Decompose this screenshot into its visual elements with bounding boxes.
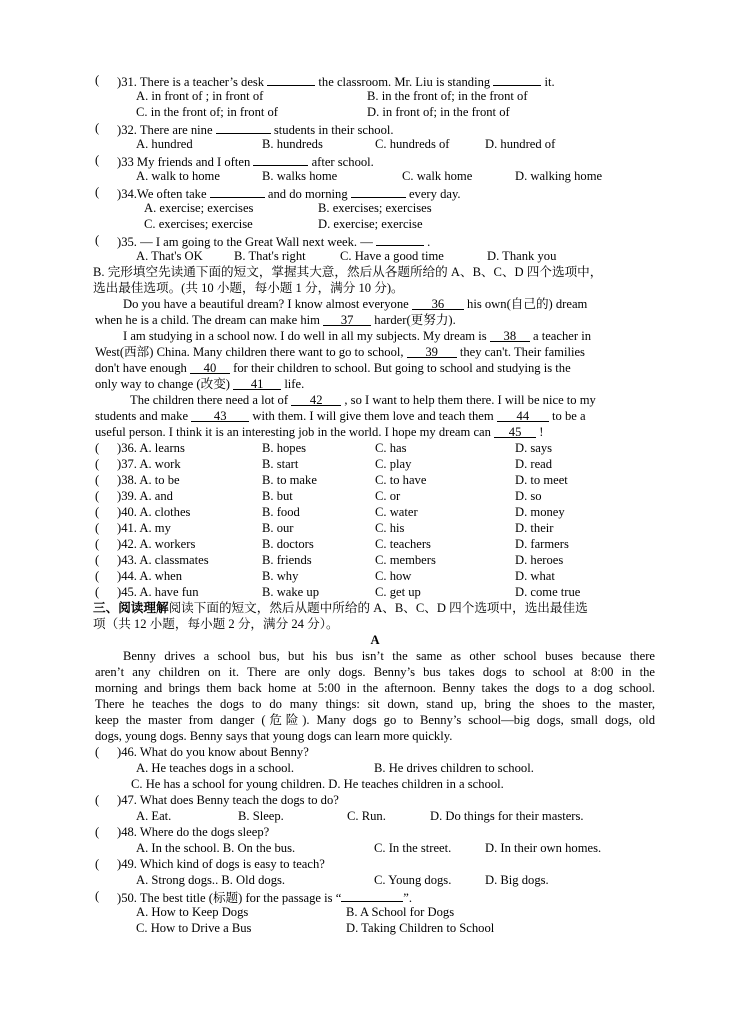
question-stem: after school. (311, 155, 374, 169)
blank-44[interactable]: 44 (497, 408, 549, 422)
option[interactable]: D. Do things for their masters. (430, 809, 584, 823)
cloze-heading: 选出最佳选项。(共 10 小题，每小题 1 分，满分 10 分)。 (93, 281, 404, 295)
reading-question (95, 824, 655, 840)
option[interactable]: A. That's OK (136, 249, 203, 263)
question-31 (95, 72, 655, 88)
option[interactable]: B. wake up (262, 585, 320, 599)
question-stem: )34.We often take (117, 187, 207, 201)
reading-question: ( )50. The best title (标题) for the passage is “ ”. (95, 889, 413, 905)
option[interactable]: C. water (375, 505, 418, 519)
question-stem: students in their school. (273, 123, 394, 137)
question-stem: )49. Which kind of dogs is easy to teach? (117, 857, 325, 871)
option[interactable]: B. friends (262, 553, 312, 567)
option[interactable]: B. He drives children to school. (374, 761, 534, 775)
option[interactable]: A. In the school. B. On the bus. (136, 841, 296, 855)
option[interactable]: C. in the front of; in front of (136, 105, 279, 119)
answer-paren[interactable]: ( (95, 825, 100, 839)
passage-line: There he teaches the dogs to do many things: sit down, stand up, bring the shoes to the master, (95, 697, 655, 711)
blank[interactable] (351, 184, 406, 198)
reading-questions (95, 744, 655, 936)
option[interactable]: )45. A. have fun (117, 585, 199, 599)
cloze-option-row (95, 568, 655, 584)
passage-line: when he is a child. The dream can make him 37 harder(更努力). (95, 313, 456, 327)
option[interactable]: )37. A. work (117, 457, 181, 471)
option[interactable]: D. farmers (515, 537, 569, 551)
option[interactable]: )42. A. workers (117, 537, 196, 551)
question-stem: )35. — I am going to the Great Wall next week. — (117, 235, 373, 249)
option[interactable]: C. Young dogs. (374, 873, 452, 887)
blank-41[interactable]: 41 (233, 376, 281, 390)
passage-line: West(西部) China. Many children there want to go to school, 39 they can't. Their families (95, 345, 585, 359)
blank-43[interactable]: 43 (191, 408, 249, 422)
answer-paren[interactable]: ( (95, 153, 100, 167)
option[interactable]: D. to meet (515, 473, 568, 487)
option[interactable]: )43. A. classmates (117, 553, 209, 567)
passage-line: dogs, young dogs. Benny says that young dogs can learn more quickly. (95, 729, 453, 743)
options-row (95, 200, 655, 216)
option[interactable]: D. in front of; in the front of (367, 105, 510, 119)
option[interactable]: B. hopes (262, 441, 307, 455)
option[interactable]: D. says (515, 441, 553, 455)
blank-38[interactable]: 38 (490, 328, 530, 342)
passage-line: useful person. I think it is an interesting job in the world. I hope my dream can 45 ! (95, 425, 544, 439)
option[interactable]: C. In the street. (374, 841, 452, 855)
cloze-option-row (95, 536, 655, 552)
options-row (95, 168, 655, 184)
answer-paren[interactable]: ( (95, 185, 100, 199)
options-row (95, 760, 655, 776)
option[interactable]: B. food (262, 505, 300, 519)
option[interactable]: B. A School for Dogs (346, 905, 455, 919)
cloze-option-row (95, 472, 655, 488)
reading-question (95, 744, 655, 760)
option[interactable]: C. get up (375, 585, 421, 599)
option[interactable]: )41. A. my (117, 521, 171, 535)
options-row (95, 776, 655, 792)
question-stem: and do morning (267, 187, 348, 201)
passage-line: students and make 43 with them. I will give them love and teach them 44 to be a (95, 409, 586, 423)
option[interactable]: )44. A. when (117, 569, 183, 583)
option[interactable]: A. walk to home (136, 169, 220, 183)
option[interactable]: D. what (515, 569, 555, 583)
option[interactable]: C. has (375, 441, 407, 455)
answer-paren[interactable]: ( (95, 889, 100, 903)
option[interactable]: D. walking home (515, 169, 603, 183)
answer-paren[interactable]: ( (95, 521, 100, 535)
passage-line: Benny drives a school bus, but his bus isn’t the same as other school buses because there (123, 649, 655, 663)
option[interactable]: )36. A. learns (117, 441, 185, 455)
option[interactable]: B. That's right (234, 249, 306, 263)
answer-paren[interactable]: ( (95, 793, 100, 807)
option[interactable]: B. walks home (262, 169, 338, 183)
passage-line: don't have enough 40 for their children to school. But going to school and studying is the (95, 361, 571, 375)
options-row (95, 808, 655, 824)
cloze-option-row (95, 504, 655, 520)
passage-line: only way to change (改变) 41 life. (95, 377, 305, 391)
option[interactable]: B. in the front of; in the front of (367, 89, 528, 103)
passage-line: morning and brings them back home at 5:00 in the afternoon. Benny takes the dogs to a dog school. (95, 681, 655, 695)
options-row (95, 104, 655, 120)
blank-40[interactable]: 40 (190, 360, 230, 374)
option[interactable]: A. He teaches dogs in a school. (136, 761, 295, 775)
question-stem: it. (544, 75, 555, 89)
answer-paren[interactable]: ( (95, 233, 100, 247)
reading-heading: 项（共 12 小题，每小题 2 分，满分 24 分）。 (93, 617, 339, 631)
option[interactable]: C. exercises; exercise (144, 217, 253, 231)
question-stem: )50. The best title (标题) for the passage is “ (117, 891, 342, 905)
exam-page (95, 72, 655, 936)
option[interactable]: D. hundred of (485, 137, 556, 151)
option[interactable]: D. In their own homes. (485, 841, 602, 855)
cloze-option-row (95, 488, 655, 504)
option[interactable]: A. hundred (136, 137, 193, 151)
option[interactable]: C. He has a school for young children. D. He teaches children in a school. (131, 777, 504, 791)
option[interactable]: C. Have a good time (340, 249, 444, 263)
cloze-option-row (95, 456, 655, 472)
blank-42[interactable]: 42 (291, 392, 341, 406)
cloze-option-row (95, 584, 655, 600)
option[interactable]: C. teachers (375, 537, 431, 551)
answer-paren[interactable]: ( (95, 441, 100, 455)
cloze-heading: B. 完形填空先读通下面的短文，掌握其大意，然后从各题所给的 A、B、C、D 四个选项中， (93, 265, 603, 279)
option[interactable]: C. members (375, 553, 436, 567)
option[interactable]: B. doctors (262, 537, 314, 551)
option[interactable]: C. his (375, 521, 405, 535)
options-row (95, 920, 655, 936)
reading-question (95, 856, 655, 872)
option[interactable]: A. Strong dogs.. B. Old dogs. (136, 873, 286, 887)
blank[interactable] (341, 888, 403, 902)
option[interactable]: C. Run. (347, 809, 386, 823)
options-row (95, 904, 655, 920)
question-stem: every day. (408, 187, 461, 201)
option[interactable]: B. start (262, 457, 299, 471)
answer-paren[interactable]: ( (95, 121, 100, 135)
option[interactable]: )40. A. clothes (117, 505, 191, 519)
passage-line: keep the master from danger (危险). Many dogs go to Benny’s school—big dogs, small dogs, old (95, 713, 655, 727)
blank[interactable] (267, 72, 315, 86)
options-row (95, 248, 655, 264)
option[interactable]: D. Taking Children to School (346, 921, 495, 935)
blank[interactable] (253, 152, 308, 166)
option[interactable]: C. hundreds of (375, 137, 450, 151)
answer-paren[interactable]: ( (95, 489, 100, 503)
blank[interactable] (376, 232, 424, 246)
option[interactable]: C. to have (375, 473, 427, 487)
answer-paren[interactable]: ( (95, 745, 100, 759)
answer-paren[interactable]: ( (95, 457, 100, 471)
passage-line: aren’t any children on it. There are only dogs. Benny’s bus takes dogs to school at 8:00 in the (95, 665, 655, 679)
option[interactable]: B. why (262, 569, 299, 583)
options-row (95, 840, 655, 856)
question-stem: . (427, 235, 431, 249)
option[interactable]: C. walk home (402, 169, 473, 183)
option[interactable]: B. hundreds (262, 137, 323, 151)
section-title: A (370, 633, 380, 647)
option[interactable]: B. to make (262, 473, 317, 487)
blank-45[interactable]: 45 (494, 424, 536, 438)
passage-line: I am studying in a school now. I do well in all my subjects. My dream is 38 a teacher in (123, 329, 591, 343)
answer-paren[interactable]: ( (95, 537, 100, 551)
options-row (95, 136, 655, 152)
blank-39[interactable]: 39 (407, 344, 457, 358)
option[interactable]: D. Thank you (487, 249, 557, 263)
blank-36[interactable]: 36 (412, 296, 464, 310)
answer-paren[interactable]: ( (95, 569, 100, 583)
options-row (95, 88, 655, 104)
option[interactable]: A. in front of ; in front of (136, 89, 264, 103)
option[interactable]: B. our (262, 521, 294, 535)
question-stem: )47. What does Benny teach the dogs to do? (117, 793, 339, 807)
cloze-option-row (95, 552, 655, 568)
question-stem: )31. There is a teacher’s desk (117, 75, 265, 89)
option[interactable]: B. Sleep. (238, 809, 284, 823)
option[interactable]: A. How to Keep Dogs (136, 905, 249, 919)
cloze-option-row (95, 440, 655, 456)
option[interactable]: )39. A. and (117, 489, 173, 503)
option[interactable]: A. Eat. (136, 809, 172, 823)
answer-paren[interactable]: ( (95, 505, 100, 519)
question-stem: )48. Where do the dogs sleep? (117, 825, 270, 839)
option[interactable]: D. exercise; exercise (318, 217, 423, 231)
passage-line: The children there need a lot of 42 , so I want to help them there. I will be nice to my (130, 393, 596, 407)
question-stem: )33 My friends and I often (117, 155, 251, 169)
question-stem: )32. There are nine (117, 123, 213, 137)
answer-paren[interactable]: ( (95, 73, 100, 87)
option[interactable]: D. money (515, 505, 565, 519)
question-35 (95, 232, 655, 248)
reading-heading: 三、阅读理解阅读下面的短文，然后从题中所给的 A、B、C、D 四个选项中，选出最佳选 (93, 601, 588, 615)
answer-paren[interactable]: ( (95, 553, 100, 567)
blank[interactable] (493, 72, 541, 86)
reading-question (95, 792, 655, 808)
options-row (95, 872, 655, 888)
cloze-options (95, 440, 655, 600)
question-32 (95, 120, 655, 136)
option[interactable]: C. How to Drive a Bus (136, 921, 252, 935)
blank[interactable] (216, 120, 271, 134)
option[interactable]: D. so (515, 489, 542, 503)
option[interactable]: B. but (262, 489, 293, 503)
option[interactable]: D. read (515, 457, 553, 471)
question-34 (95, 184, 655, 200)
cloze-option-row (95, 520, 655, 536)
option[interactable]: D. their (515, 521, 554, 535)
option[interactable]: )38. A. to be (117, 473, 180, 487)
answer-paren[interactable]: ( (95, 585, 100, 599)
answer-paren[interactable]: ( (95, 473, 100, 487)
option[interactable]: D. heroes (515, 553, 564, 567)
option[interactable]: C. how (375, 569, 412, 583)
passage-line: Do you have a beautiful dream? I know almost everyone 36 his own(自己的) dream (123, 297, 588, 311)
blank-37[interactable]: 37 (323, 312, 371, 326)
answer-paren[interactable]: ( (95, 857, 100, 871)
blank[interactable] (210, 184, 265, 198)
option[interactable]: C. play (375, 457, 412, 471)
question-33 (95, 152, 655, 168)
question-stem: )46. What do you know about Benny? (117, 745, 309, 759)
option[interactable]: D. come true (515, 585, 581, 599)
option[interactable]: B. exercises; exercises (318, 201, 432, 215)
question-stem: the classroom. Mr. Liu is standing (318, 75, 491, 89)
option[interactable]: D. Big dogs. (485, 873, 549, 887)
option[interactable]: A. exercise; exercises (144, 201, 254, 215)
option[interactable]: C. or (375, 489, 401, 503)
options-row (95, 216, 655, 232)
